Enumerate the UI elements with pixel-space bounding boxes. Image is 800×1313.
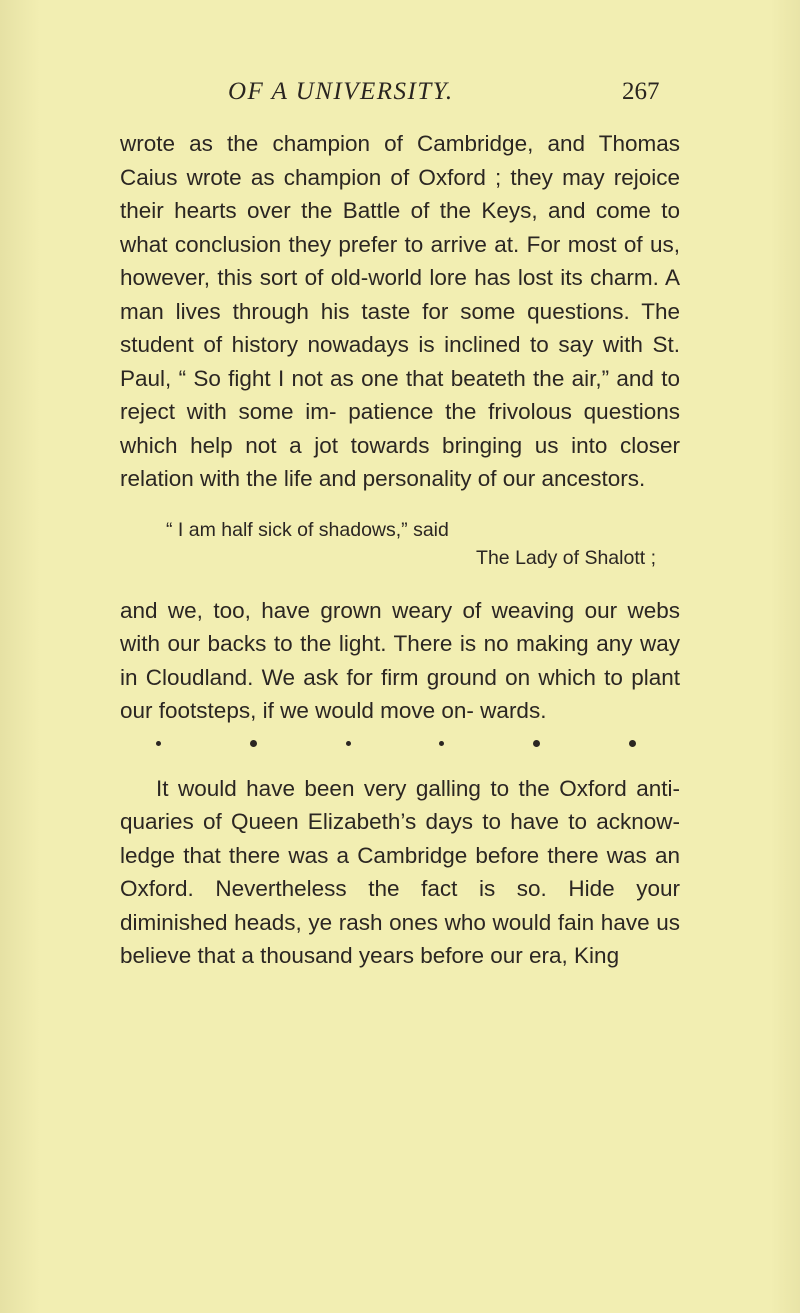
page-number: 267 xyxy=(622,78,660,105)
ellipsis-dot xyxy=(533,740,540,747)
paragraph: wrote as the champion of Cambridge, and Thomas Caius wrote as champion of Oxford ; they may rejoice their hearts over the Battle of the Keys, and come to what conclusion they prefer to arrive at. For most of us, however, this sort of old-world lore has lost its charm. A man lives through his taste for some questions. The student of history nowadays is inclined to say with St. Paul, “ So fight I not as one that beateth the air,” and to reject with some im- patience the frivolous questions which help not a jot towards bringing us into closer relation with the life and personality of our ancestors. xyxy=(120,131,680,491)
ellipsis-dot xyxy=(629,740,636,747)
quotation xyxy=(120,516,680,572)
quote-line: “ I am half sick of shadows,” said xyxy=(166,518,449,541)
ellipsis-dot xyxy=(346,741,351,746)
ellipsis-dot xyxy=(250,740,257,747)
section-break-dots xyxy=(156,730,636,758)
paragraph: It would have been very galling to the Oxford anti- quaries of Queen Elizabeth’s days to have to acknow- ledge that there was a Cambridge before there was an Oxford. Nevertheless the fact is so. Hide your diminished heads, ye rash ones who would fain have us believe that a thousand years before our era, King xyxy=(120,775,680,968)
body-text xyxy=(120,127,680,973)
ellipsis-dot xyxy=(439,741,444,746)
quote-attribution: The Lady of Shalott ; xyxy=(476,546,656,569)
running-head: OF A UNIVERSITY. xyxy=(228,78,454,105)
page-header xyxy=(0,78,800,118)
paragraph: and we, too, have grown weary of weaving our webs with our backs to the light. There is no making any way in Cloudland. We ask for firm ground on which to plant our footsteps, if we would move on- wards. xyxy=(120,597,680,723)
ellipsis-dot xyxy=(156,741,161,746)
